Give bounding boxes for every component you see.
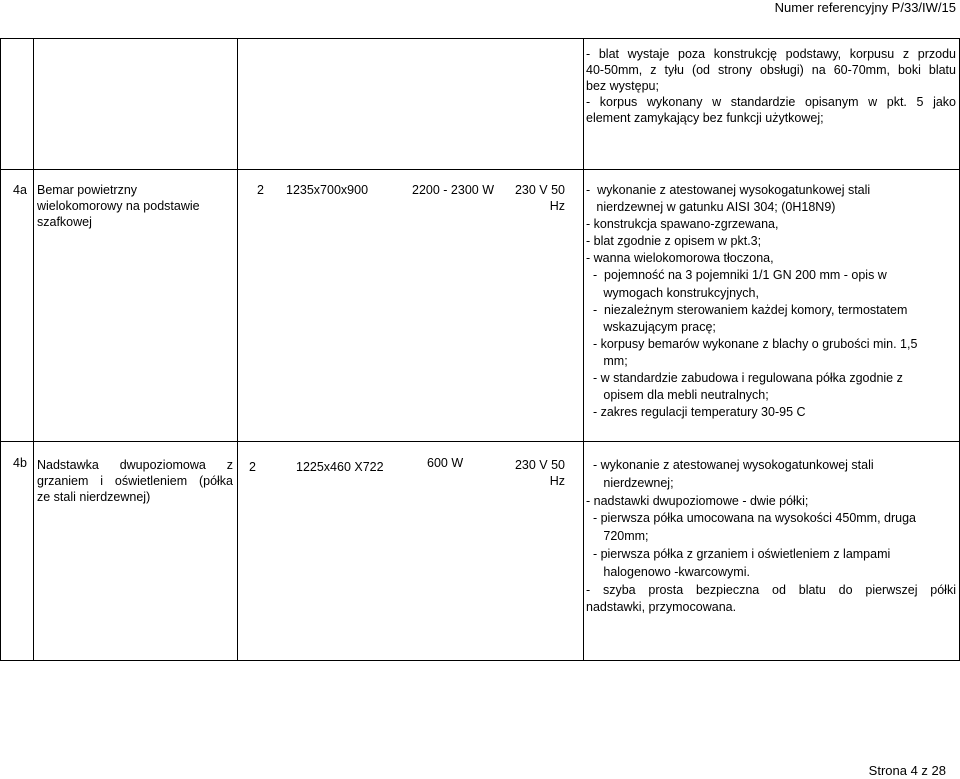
description-line: - w standardzie zabudowa i regulowana półka zgodnie z	[586, 371, 903, 386]
page-number: Strona 4 z 28	[868, 763, 946, 778]
description-line: - szyba prosta bezpieczna od blatu do pierwszej półki	[586, 582, 956, 597]
description-line: - pierwsza półka z grzaniem i oświetleniem z lampami	[586, 546, 891, 561]
name-line: szafkowej	[37, 215, 92, 229]
description-line: halogenowo -kwarcowymi.	[586, 564, 750, 579]
row-4b-number: 4b	[13, 456, 27, 470]
name-line: Nadstawka dwupoziomowa z	[37, 458, 233, 472]
description-line: - korpus wykonany w standardzie opisanym w pkt. 5 jako	[586, 95, 956, 109]
name-line: grzaniem i oświetleniem (półka	[37, 474, 233, 488]
row-4b-description	[586, 457, 956, 617]
description-line: - wanna wielokomorowa tłoczona,	[586, 251, 774, 266]
description-line: - konstrukcja spawano-zgrzewana,	[586, 217, 779, 232]
voltage-value: 230 V 50	[514, 183, 565, 197]
row-4b-voltage	[509, 457, 565, 489]
row-4a-description	[586, 182, 956, 421]
table-bottom-border	[0, 660, 960, 661]
description-line: - blat zgodnie z opisem w pkt.3;	[586, 234, 762, 249]
description-line: nierdzewnej w gatunku AISI 304; (0H18N9)	[586, 200, 836, 215]
row-4a-dimensions: 1235x700x900	[286, 183, 369, 197]
row-4a-number: 4a	[13, 183, 27, 197]
description-line: - blat wystaje poza konstrukcję podstawy, korpusu z przodu	[586, 47, 956, 61]
col-border-left	[0, 38, 1, 661]
description-line: 40-50mm, z tyłu (od strony obsługi) na 60-70mm, boki blatu	[586, 63, 956, 77]
row-4b-top-border	[0, 441, 960, 442]
description-line: nierdzewnej;	[586, 475, 674, 490]
voltage-unit: Hz	[549, 199, 565, 213]
name-line: Bemar powietrzny	[37, 183, 138, 197]
voltage-unit: Hz	[549, 474, 565, 488]
document-reference-number: Numer referencyjny P/33/IW/15	[774, 0, 956, 15]
row-4a-voltage	[509, 182, 565, 214]
description-line: - wykonanie z atestowanej wysokogatunkowej stali	[586, 183, 871, 197]
row-4a-top-border	[0, 169, 960, 170]
description-line: opisem dla mebli neutralnych;	[586, 388, 769, 403]
name-line: wielokomorowy na podstawie	[37, 199, 200, 213]
description-line: - korpusy bemarów wykonane z blachy o grubości min. 1,5	[586, 336, 918, 351]
description-line: - wykonanie z atestowanej wysokogatunkowej stali	[586, 458, 874, 472]
row-4a-power: 2200 - 2300 W	[412, 183, 494, 197]
description-line: - niezależnym sterowaniem każdej komory, termostatem	[586, 302, 908, 317]
description-line: - pojemność na 3 pojemniki 1/1 GN 200 mm - opis w	[586, 268, 887, 283]
top-row-description	[586, 46, 956, 126]
description-line: wskazującym pracę;	[586, 319, 716, 334]
col-border-description	[583, 38, 584, 661]
description-line: element zamykający bez funkcji użytkowej;	[586, 111, 824, 125]
row-4a-quantity: 2	[257, 183, 264, 197]
description-line: - zakres regulacji temperatury 30-95 C	[586, 405, 806, 420]
col-border-quantity	[237, 38, 238, 661]
description-line: 720mm;	[586, 529, 649, 544]
col-border-name	[33, 38, 34, 661]
voltage-value: 230 V 50	[514, 458, 565, 472]
row-4a-name	[37, 182, 233, 230]
row-4b-dimensions: 1225x460 X722	[296, 460, 384, 474]
description-line: nadstawki, przymocowana.	[586, 600, 737, 615]
description-line: - nadstawki dwupoziomowe - dwie półki;	[586, 493, 809, 508]
table-top-border	[0, 38, 960, 39]
row-4b-power: 600 W	[427, 456, 464, 470]
description-line: mm;	[586, 353, 628, 368]
description-line: wymogach konstrukcyjnych,	[586, 285, 759, 300]
row-4b-name	[37, 457, 233, 505]
row-4b-quantity: 2	[249, 460, 256, 474]
description-line: bez występu;	[586, 79, 659, 93]
name-line: ze stali nierdzewnej)	[37, 490, 151, 504]
description-line: - pierwsza półka umocowana na wysokości 450mm, druga	[586, 511, 917, 526]
